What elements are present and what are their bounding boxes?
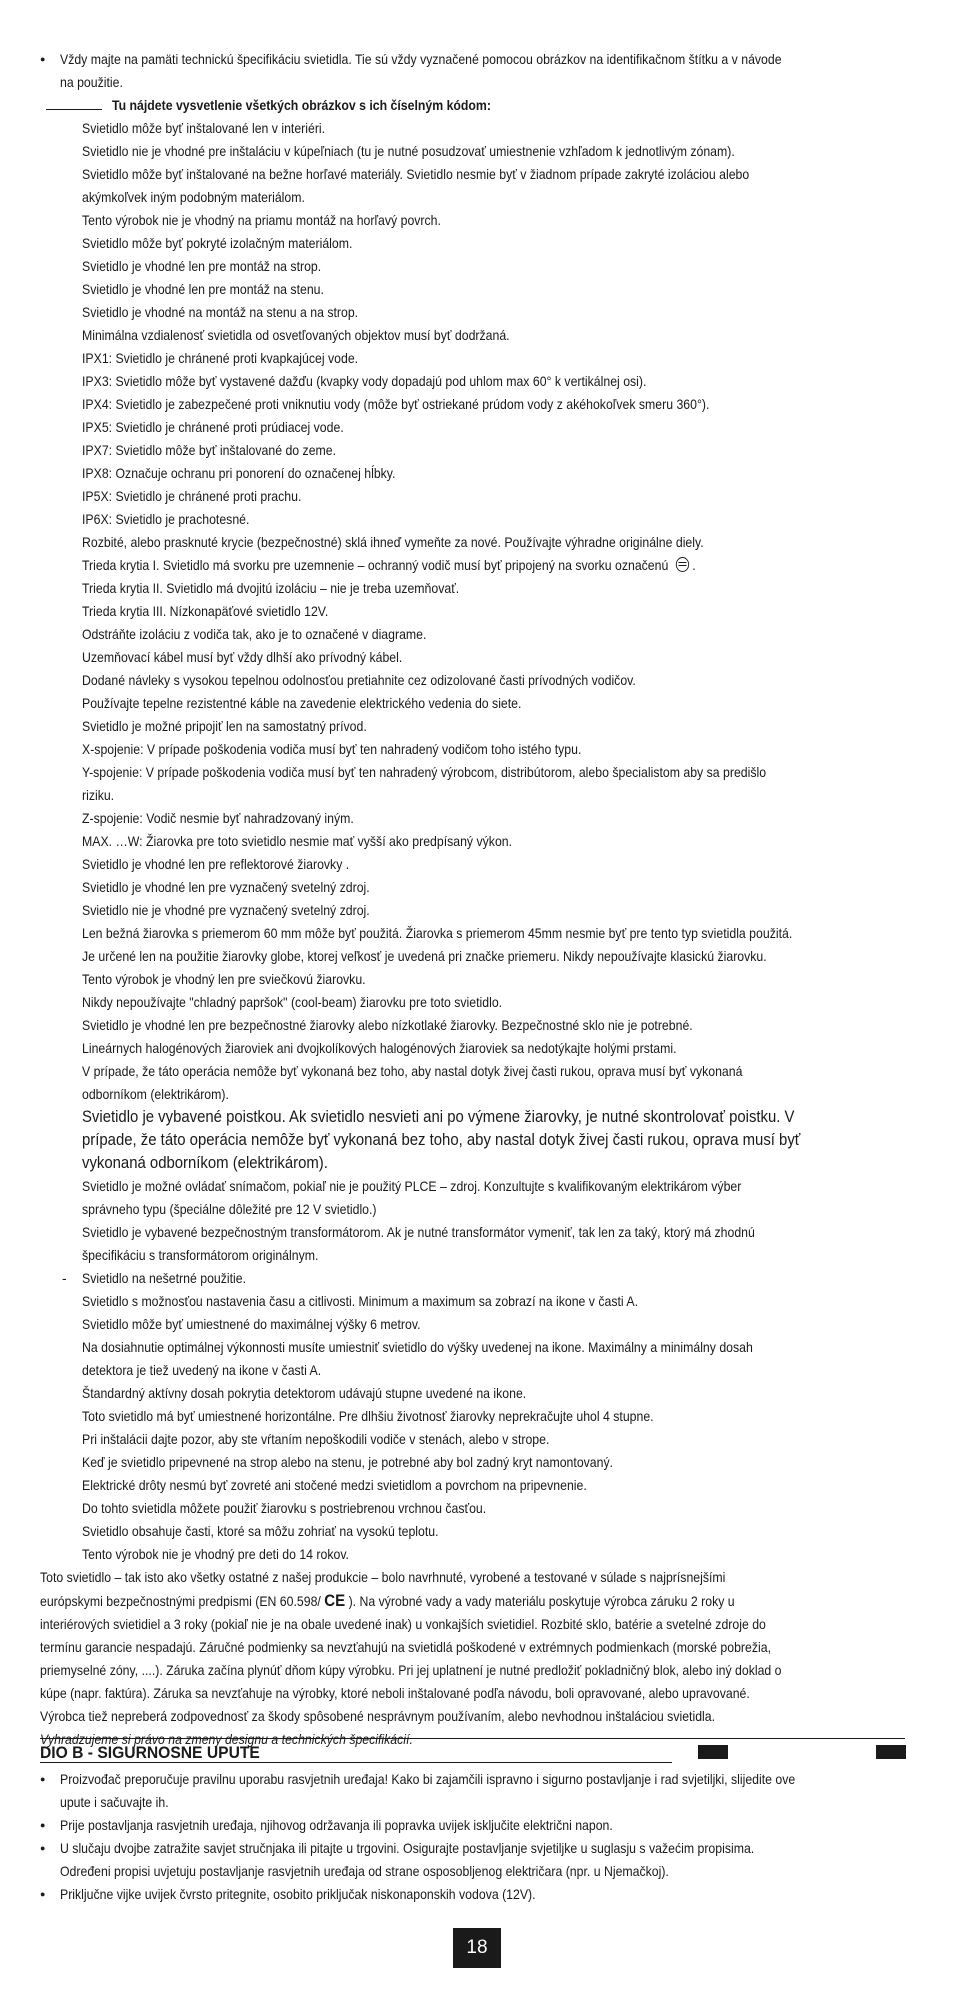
description-line: Používajte tepelne rezistentné káble na zavedenie elektrického vedenia do siete. [82,695,522,711]
description-line: Svietidlo nie je vhodné pre inštaláciu v kúpeľniach (tu je nutné posudzovať umiestnenie vzhľadom k jednotlivým zónam). [82,143,735,159]
ce-mark-icon: CE [324,1591,346,1610]
description-line: Tento výrobok nie je vhodný pre deti do 14 rokov. [82,1546,349,1562]
description-line: Svietidlo je vhodné len pre montáž na strop. [82,258,322,274]
description-line: V prípade, že táto operácia nemôže byť vykonaná bez toho, aby nastal dotyk živej časti rukou, oprava musí byť vykonaná [82,1063,743,1079]
description-line: Svietidlo je vhodné len pre bezpečnostné žiarovky alebo nízkotlaké žiarovky. Bezpečnostné sklo nie je potrebné. [82,1017,693,1033]
decorative-block [698,1745,728,1759]
safety-item-line: ● Proizvođač preporučuje pravilnu uporabu rasvjetnih uređaja! Kako bi zajamčili ispravno i sigurno postavljanje i rad svjetiljki, slijedite ove [40,1768,905,1791]
description-line: Y-spojenie: V prípade poškodenia vodiča musí byť ten nahradený výrobcom, distribútorom, alebo špecialistom aby sa predišlo [82,764,767,780]
description-line: Do tohto svietidla môžete použiť žiarovku s postriebrenou vrchnou časťou. [82,1500,487,1516]
heading-underline [46,95,102,110]
earth-class-line: Trieda krytia I. Svietidlo má svorku pre uzemnenie – ochranný vodič musí byť pripojený na svorku označenú . [82,557,696,573]
symbol-descriptions-4 [40,1290,905,1566]
warranty-line: priemyselné zóny, ....). Záruka začína plynúť dňom kúpy výrobku. Pri jej uplatnení je nutné predložiť pokladničný blok, alebo iný doklad o [40,1662,782,1678]
decorative-block [876,1745,906,1759]
description-line: Svietidlo je možné pripojiť len na samostatný prívod. [82,718,367,734]
description-line: Z-spojenie: Vodič nesmie byť nahradzovaný iným. [82,810,354,826]
earth-terminal-icon [675,557,688,572]
safety-item-line: ● U slučaju dvojbe zatražite savjet stručnjaka ili pitajte u trgovini. Osigurajte postavljanje svjetiljke u suglasju s važećim propisima. [40,1837,905,1860]
warranty-line: interiérových svietidiel a 3 roky (pokiaľ nie je na obale uvedené inak) u vonkajších svietidiel. Rozbité sklo, batérie a svetelné zdroje do [40,1616,766,1632]
description-line: správneho typu (špeciálne dôležité pre 12 V svietidlo.) [82,1201,377,1217]
description-line: Svietidlo môže byť pokryté izolačným materiálom. [82,235,353,251]
warranty-line: kúpe (napr. faktúra). Záruka sa nevzťahuje na výrobky, ktoré neboli inštalované podľa návodu, boli opravované, alebo upravované. [40,1685,750,1701]
description-line: Štandardný aktívny dosah pokrytia detektorom udávajú stupne uvedené na ikone. [82,1385,527,1401]
description-line: Rozbité, alebo prasknuté krycie (bezpečnostné) sklá ihneď vymeňte za nové. Používajte výhradne originálne diely. [82,534,704,550]
description-line: Minimálna vzdialenosť svietidla od osvetľovaných objektov musí byť dodržaná. [82,327,510,343]
description-line: IPX7: Svietidlo môže byť inštalované do zeme. [82,442,337,458]
description-line: riziku. [82,787,115,803]
section-b-list [40,1768,905,1906]
description-line: Svietidlo je vhodné len pre montáž na stenu. [82,281,324,297]
description-line: špecifikáciu s transformátorom originálnym. [82,1247,319,1263]
page-body [40,48,905,1751]
intro-line: na použitie. [60,74,123,90]
warranty-line: Výrobca tiež nepreberá zodpovednosť za škody spôsobené nesprávnym používaním, alebo nevhodnou inštaláciou svietidla. [40,1708,716,1724]
description-line: Tento výrobok nie je vhodný na priamu montáž na horľavý povrch. [82,212,441,228]
description-line: Svietidlo je možné ovládať snímačom, pokiaľ nie je použitý PLCE – zdroj. Konzultujte s kvalifikovaným elektrikárom výber [82,1178,742,1194]
description-line: Dodané návleky s vysokou tepelnou odolnosťou pretiahnite cez odizolované časti prívodných vodičov. [82,672,636,688]
description-line: IPX8: Označuje ochranu pri ponorení do označenej hĺbky. [82,465,396,481]
description-line: X-spojenie: V prípade poškodenia vodiča musí byť ten nahradený vodičom toho istého typu. [82,741,582,757]
description-line: Toto svietidlo má byť umiestnené horizontálne. Pre dlhšiu životnosť žiarovky neprekračujte uhol 4 stupne. [82,1408,654,1424]
description-line: MAX. …W: Žiarovka pre toto svietidlo nesmie mať vyšší ako predpísaný výkon. [82,833,513,849]
symbol-descriptions [40,117,905,554]
reserve-note: Vyhradzujeme si právo na zmeny designu a technických špecifikácií. [40,1731,413,1747]
symbol-descriptions-2 [40,577,905,1106]
description-line: Svietidlo môže byť umiestnené do maximálnej výšky 6 metrov. [82,1316,421,1332]
warranty-line: termínu garancie nespadajú. Záručné podmienky sa nevzťahujú na svietidlá poškodené v extrémnych podmienkach (morské pobrežia, [40,1639,771,1655]
description-line: Lineárnych halogénových žiaroviek ani dvojkolíkových halogénových žiaroviek sa nedotýkajte holými prstami. [82,1040,677,1056]
description-line: IP5X: Svietidlo je chránené proti prachu. [82,488,302,504]
fuse-line: vykonaná odborníkom (elektrikárom). [82,1154,328,1172]
description-line: akýmkoľvek iným podobným materiálom. [82,189,305,205]
description-line: IPX4: Svietidlo je zabezpečené proti vniknutiu vody (môže byť ostriekané prúdom vody z akéhokoľvek smeru 360°). [82,396,710,412]
intro-line: ● Vždy majte na pamäti technickú špecifikáciu svietidla. Tie sú vždy vyznačené pomocou obrázkov na identifikačnom štítku a v návode [40,48,905,71]
symbol-descriptions-3 [40,1175,905,1267]
warranty-line: európskymi bezpečnostnými predpismi (EN 60.598/ CE ). Na výrobné vady a vady materiálu poskytuje výrobca záruku 2 roky u [40,1591,735,1610]
safety-item-line: ● Prije postavljanja rasvjetnih uređaja, njihovog održavanja ili popravka uvijek isključite električni napon. [40,1814,905,1837]
dash-line: - Svietidlo na nešetrné použitie. [40,1267,905,1290]
safety-item-line: upute i sačuvajte ih. [60,1794,169,1810]
description-line: Svietidlo s možnosťou nastavenia času a citlivosti. Minimum a maximum sa zobrazí na ikone v časti A. [82,1293,638,1309]
fuse-line: Svietidlo je vybavené poistkou. Ak svietidlo nesvieti ani po výmene žiarovky, je nutné skontrolovať poistku. V [82,1108,795,1126]
description-line: Odstráňte izoláciu z vodiča tak, ako je to označené v diagrame. [82,626,427,642]
fuse-line: prípade, že táto operácia nemôže byť vykonaná bez toho, aby nastal dotyk živej časti rukou, oprava musí byť [82,1131,801,1149]
description-line: Je určené len na použitie žiarovky globe, ktorej veľkosť je uvedená pri značke priemeru. Nikdy nepoužívajte klasickú žiarovku. [82,948,767,964]
description-line: Svietidlo môže byť inštalované na bežne horľavé materiály. Svietidlo nesmie byť v žiadnom prípade zakryté izoláciou alebo [82,166,750,182]
safety-item-line: Određeni propisi uvjetuju postavljanje rasvjetnih uređaja od strane osposobljenog električara (npr. u Njemačkoj). [60,1863,669,1879]
description-line: Len bežná žiarovka s priemerom 60 mm môže byť použitá. Žiarovka s priemerom 45mm nesmie byť pre tento typ svietidla použitá. [82,925,793,941]
description-line: IP6X: Svietidlo je prachotesné. [82,511,250,527]
description-line: detektora je tiež uvedený na ikone v časti A. [82,1362,322,1378]
description-line: Svietidlo je vhodné len pre vyznačený svetelný zdroj. [82,879,370,895]
description-line: IPX1: Svietidlo je chránené proti kvapkajúcej vode. [82,350,359,366]
intro-heading: Tu nájdete vysvetlenie všetkých obrázkov s ich číselným kódom: [40,94,905,117]
section-b-header [40,1738,905,1763]
description-line: odborníkom (elektrikárom). [82,1086,229,1102]
description-line: Svietidlo obsahuje časti, ktoré sa môžu zohriať na vysokú teplotu. [82,1523,439,1539]
warranty-line: Toto svietidlo – tak isto ako všetky ostatné z našej produkcie – bolo navrhnuté, vyrobené a testované v súlade s najprísnejšími [40,1569,726,1585]
description-line: Svietidlo je vhodné len pre reflektorové žiarovky . [82,856,350,872]
description-line: IPX5: Svietidlo je chránené proti prúdiacej vode. [82,419,344,435]
description-line: Elektrické drôty nesmú byť zovreté ani stočené medzi svietidlom a povrchom na pripevnenie. [82,1477,587,1493]
description-line: Nikdy nepoužívajte "chladný papršok" (cool-beam) žiarovku pre toto svietidlo. [82,994,503,1010]
description-line: Svietidlo nie je vhodné pre vyznačený svetelný zdroj. [82,902,370,918]
safety-item-line: ● Priključne vijke uvijek čvrsto pritegnite, osobito priključak niskonaponskih vodova (12V). [40,1883,905,1906]
description-line: Svietidlo môže byť inštalované len v interiéri. [82,120,326,136]
description-line: Keď je svietidlo pripevnené na strop alebo na stenu, je potrebné aby bol zadný kryt namontovaný. [82,1454,614,1470]
section-title: DIO B - SIGURNOSNE UPUTE [40,1743,260,1762]
fuse-note [40,1106,905,1175]
description-line: Trieda krytia III. Nízkonapäťové svietidlo 12V. [82,603,329,619]
description-line: Tento výrobok je vhodný len pre sviečkovú žiarovku. [82,971,366,987]
page-number: 18 [453,1928,501,1968]
description-line: Uzemňovací kábel musí byť vždy dlhší ako prívodný kábel. [82,649,403,665]
warranty-block [40,1566,905,1751]
description-line: Na dosiahnutie optimálnej výkonnosti musíte umiestniť svietidlo do výšky uvedenej na ikone. Maximálny a minimálny dosah [82,1339,753,1355]
description-line: Trieda krytia II. Svietidlo má dvojitú izoláciu – nie je treba uzemňovať. [82,580,460,596]
description-line: Svietidlo je vybavené bezpečnostným transformátorom. Ak je nutné transformátor vymeniť, tak len za taký, ktorý má zhodnú [82,1224,755,1240]
description-line: Svietidlo je vhodné na montáž na stenu a na strop. [82,304,359,320]
description-line: Pri inštalácii dajte pozor, aby ste vŕtaním nepoškodili vodiče v stenách, alebo v strope. [82,1431,550,1447]
title-underline [40,1762,672,1763]
description-line: IPX3: Svietidlo môže byť vystavené dažďu (kvapky vody dopadajú pod uhlom max 60° k vertikálnej osi). [82,373,647,389]
